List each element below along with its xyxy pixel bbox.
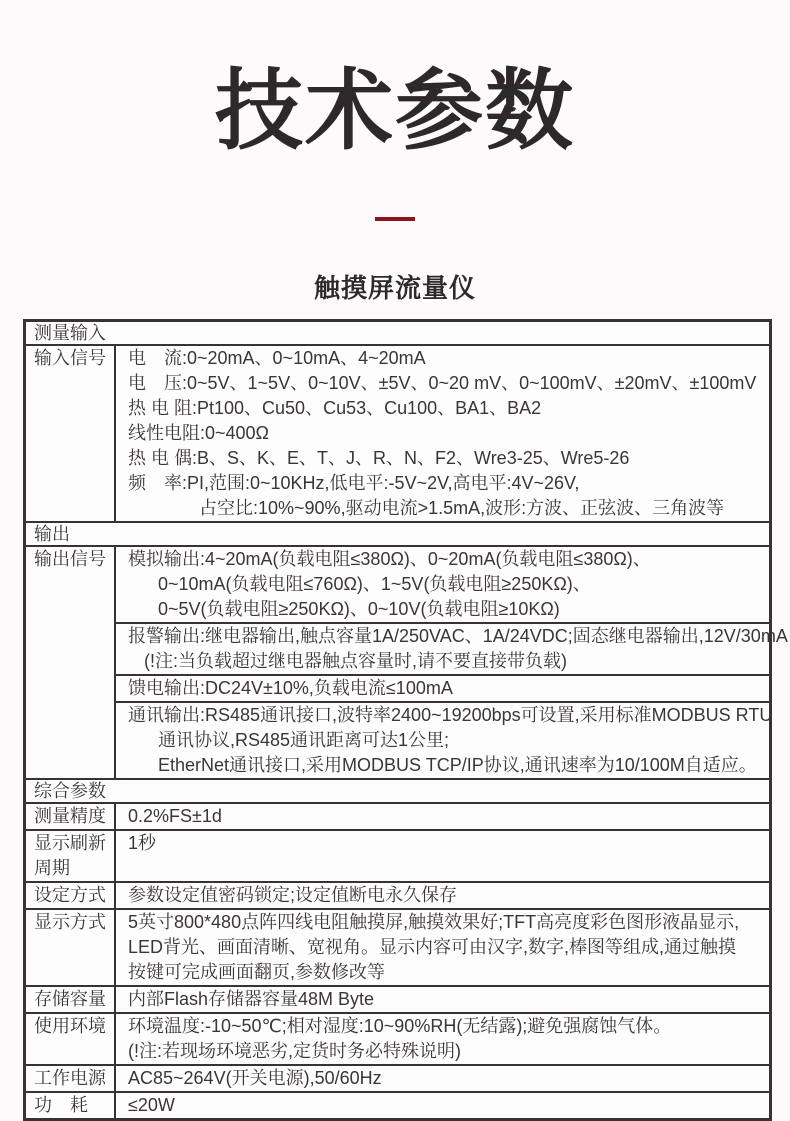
spec-line: 通讯输出:RS485通讯接口,波特率2400~19200bps可设置,采用标准MODBUS RTU [128,705,773,725]
spec-line: 1秒 [128,833,157,853]
spec-line: 0~5V(负载电阻≥250KΩ)、0~10V(负载电阻≥10KΩ) [158,599,560,619]
spec-line: 电 流:0~20mA、0~10mA、4~20mA [128,348,426,368]
spec-line: (!注:当负载超过继电器触点容量时,请不要直接带负载) [144,651,567,671]
spec-subrow [116,910,769,985]
spec-subrow [116,674,769,701]
row-content [116,831,769,881]
spec-line: 5英寸800*480点阵四线电阻触摸屏,触摸效果好;TFT高亮度彩色图形液晶显示, [128,912,740,932]
row-content [116,547,788,778]
spec-subrow [116,701,773,778]
spec-line: 占空比:10%~90%,驱动电流>1.5mA,波形:方波、正弦波、三角波等 [199,498,725,518]
table-row [26,881,769,908]
table-row [26,1064,769,1091]
spec-subrow [116,804,769,829]
section-row: 测量输入 [34,323,106,343]
row-label: 存储容量 [26,987,116,1012]
table-row [26,1012,769,1064]
spec-subrow [116,1066,769,1091]
spec-line: 参数设定值密码锁定;设定值断电永久保存 [128,885,457,905]
row-content [116,346,769,521]
row-label: 显示刷新周期 [26,831,116,881]
spec-line: (!注:若现场环境恶劣,定货时务必特殊说明) [128,1041,461,1061]
spec-line: 频 率:PI,范围:0~10KHz,低电平:-5V~2V,高电平:4V~26V, [128,473,580,493]
spec-line: 线性电阻:0~400Ω [128,423,270,443]
table-row [26,802,769,829]
row-content [116,910,769,985]
title-divider [375,217,415,221]
row-label: 工作电源 [26,1066,116,1091]
row-label: 输出信号 [26,547,116,778]
table-row [26,985,769,1012]
row-content [116,1066,769,1091]
spec-subrow [116,346,769,521]
spec-line: LED背光、画面清晰、宽视角。显示内容可由汉字,数字,棒图等组成,通过触摸 [128,937,737,957]
spec-line: 环境温度:-10~50℃;相对湿度:10~90%RH(无结露);避免强腐蚀气体。 [128,1016,672,1036]
spec-subrow [116,622,788,674]
spec-line: 通讯协议,RS485通讯距离可达1公里; [158,730,450,750]
spec-line: 热 电 偶:B、S、K、E、T、J、R、N、F2、Wre3-25、Wre5-26 [128,448,630,468]
spec-subrow [116,831,769,856]
spec-line: AC85~264V(开关电源),50/60Hz [128,1068,382,1088]
spec-line: 0.2%FS±1d [128,806,222,826]
table-row [26,1091,769,1118]
spec-subrow [116,547,769,622]
row-label: 显示方式 [26,910,116,985]
spec-line: ≤20W [128,1095,175,1115]
table-row [26,344,769,521]
spec-line: 电 压:0~5V、1~5V、0~10V、±5V、0~20 mV、0~100mV、±20mV、±100mV [128,373,757,393]
row-content [116,987,769,1012]
row-label: 功 耗 [26,1093,116,1118]
spec-line: 热 电 阻:Pt100、Cu50、Cu53、Cu100、BA1、BA2 [128,398,542,418]
row-content [116,883,769,908]
spec-line: 按键可完成画面翻页,参数修改等 [128,962,385,982]
spec-table [23,319,788,1121]
spec-line: 馈电输出:DC24V±10%,负载电流≤100mA [128,678,453,698]
section-row: 综合参数 [26,778,769,802]
table-row [26,829,769,881]
row-label: 设定方式 [26,883,116,908]
spec-subrow [116,987,769,1012]
page-title: 技术参数 [214,61,575,160]
row-label: 测量精度 [26,804,116,829]
page-subtitle: 触摸屏流量仪 [313,273,476,303]
table-row [26,908,769,985]
spec-subrow [116,883,769,908]
row-label: 输入信号 [26,346,116,521]
spec-subrow [116,1014,769,1064]
section-row: 输出 [26,521,769,545]
spec-line: 模拟输出:4~20mA(负载电阻≤380Ω)、0~20mA(负载电阻≤380Ω)、 [128,549,651,569]
spec-line: 内部Flash存储器容量48M Byte [128,989,375,1009]
row-content [116,1093,769,1118]
spec-line: 报警输出:继电器输出,触点容量1A/250VAC、1A/24VDC;固态继电器输出,12V/30mA [128,626,788,646]
row-label: 使用环境 [26,1014,116,1064]
row-content [116,804,769,829]
spec-line: 0~10mA(负载电阻≤760Ω)、1~5V(负载电阻≥250KΩ)、 [158,574,591,594]
table-row [26,545,788,778]
spec-subrow [116,1093,769,1118]
row-content [116,1014,769,1064]
spec-line: EtherNet通讯接口,采用MODBUS TCP/IP协议,通讯速率为10/100M自适应。 [158,755,757,775]
